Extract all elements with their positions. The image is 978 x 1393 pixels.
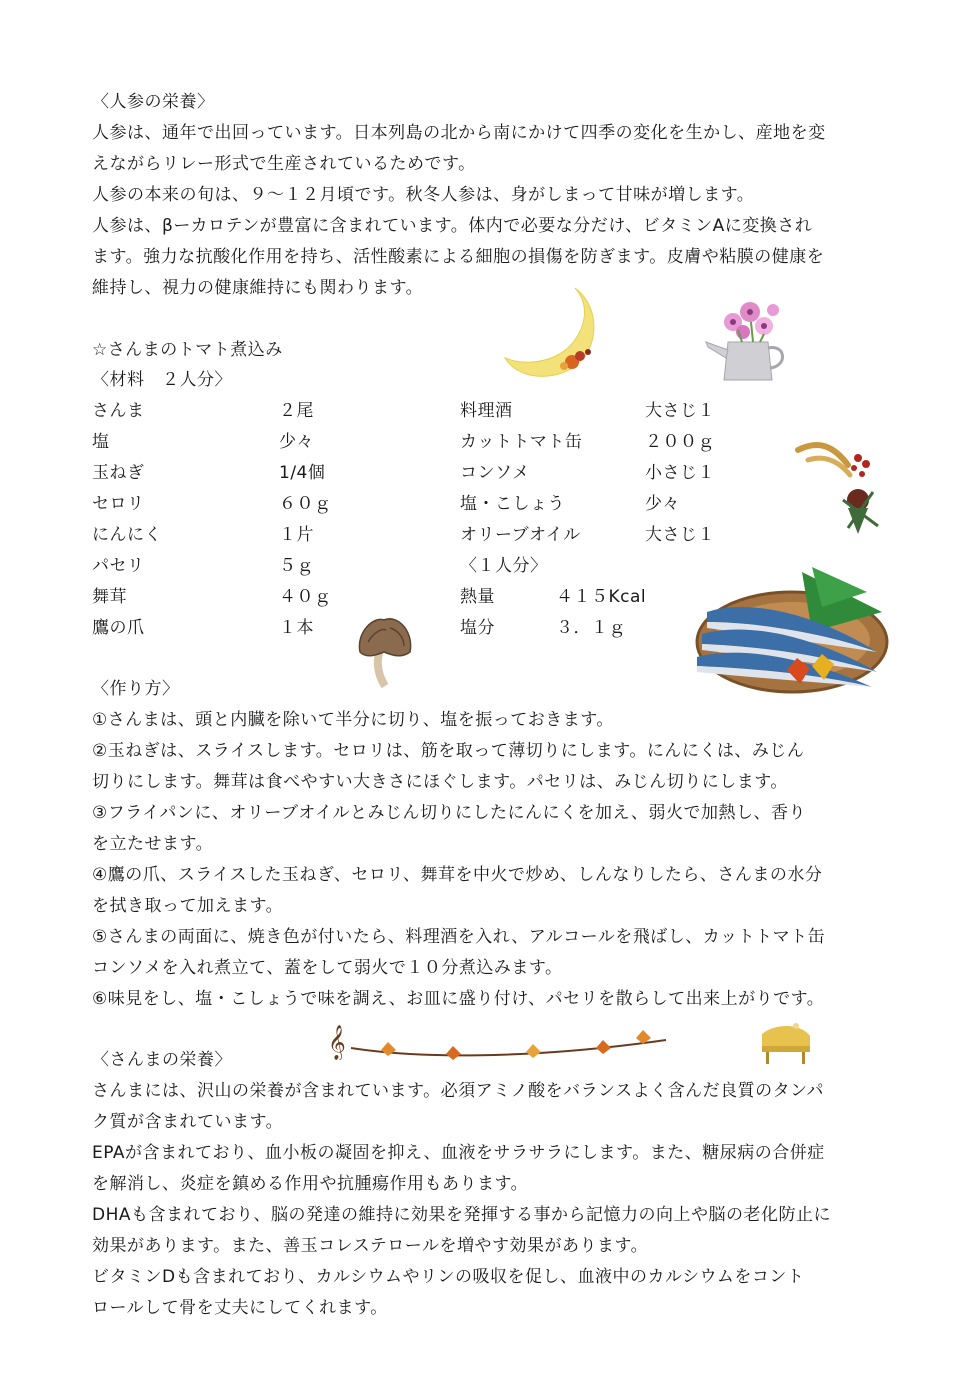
ingredient-name: さんま: [92, 401, 145, 421]
ingredient-name: 玉ねぎ: [92, 463, 145, 483]
saury-text-line: さんまには、沢山の栄養が含まれています。必須アミノ酸をバランスよく含んだ良質のタンパ: [92, 1081, 824, 1101]
carrot-text-line: 人参の本来の旬は、９～１２月頃です。秋冬人参は、身がしまって甘味が増します。: [92, 185, 755, 205]
ingredient-amount: ６０ｇ: [279, 494, 332, 514]
ingredient-name: にんにく: [92, 525, 162, 545]
method-step-line: ④鷹の爪、スライスした玉ねぎ、セロリ、舞茸を中火で炒め、しんなりしたら、さんまの水分: [92, 865, 823, 885]
saury-plate-illustration: [692, 562, 892, 697]
ingredient-amount: 1/4個: [279, 463, 326, 483]
nutrition-label: 塩分: [460, 618, 495, 638]
method-step-line: ③フライパンに、オリーブオイルとみじん切りにしたにんにくを加え、弱火で加熱し、香り: [92, 803, 807, 823]
ingredient-name: コンソメ: [460, 463, 530, 483]
crescent-moon-illustration: [500, 280, 610, 385]
saury-text-line: DHAも含まれており、脳の発達の維持に効果を発揮する事から記憶力の向上や脳の老化防止に: [92, 1205, 832, 1225]
saury-text-line: ロールして骨を丈夫にしてくれます。: [92, 1298, 388, 1318]
method-step-line: 切りにします。舞茸は食べやすい大きさにほぐします。パセリは、みじん切りにします。: [92, 772, 788, 792]
ingredient-amount: 小さじ１: [645, 463, 715, 483]
ingredient-name: 塩: [92, 432, 110, 452]
ingredient-amount: ５ｇ: [279, 556, 314, 576]
ingredient-name: パセリ: [92, 556, 145, 576]
ingredient-amount: ２００ｇ: [645, 432, 715, 452]
ingredient-amount: 少々: [279, 432, 314, 452]
maitake-illustration: [354, 612, 416, 688]
recipe-title: ☆さんまのトマト煮込み: [92, 340, 283, 360]
nutrition-value: ３．１ｇ: [556, 618, 626, 638]
saury-text-line: ビタミンDも含まれており、カルシウムやリンの吸収を促し、血液中のカルシウムをコント: [92, 1267, 805, 1287]
ingredient-amount: １片: [279, 525, 314, 545]
carrot-text-line: 人参は、βーカロテンが豊富に含まれています。体内で必要な分だけ、ビタミンAに変換され: [92, 216, 813, 236]
piano-illustration: [756, 1018, 816, 1066]
ingredient-name: 塩・こしょう: [460, 494, 565, 514]
ingredient-name: オリーブオイル: [460, 525, 581, 545]
carrot-text-line: えながらリレー形式で生産されているためです。: [92, 154, 476, 174]
ingredients-heading: 〈材料 ２人分〉: [92, 370, 232, 390]
carrot-heading: 〈人参の栄養〉: [92, 92, 215, 112]
nutrition-value: ４１５Kcal: [556, 587, 647, 607]
carrot-text-line: 維持し、視力の健康維持にも関わります。: [92, 278, 424, 298]
ingredient-name: セロリ: [92, 494, 145, 514]
ingredient-amount: ２尾: [279, 401, 314, 421]
ingredient-name: カットトマト缶: [460, 432, 583, 452]
ingredient-amount: １本: [279, 618, 314, 638]
method-heading: 〈作り方〉: [92, 679, 180, 699]
carrot-text-line: ます。強力な抗酸化作用を持ち、活性酸素による細胞の損傷を防ぎます。皮膚や粘膜の健康を: [92, 247, 825, 267]
per-person-heading: 〈１人分〉: [460, 556, 548, 576]
ingredient-amount: ４０ｇ: [279, 587, 332, 607]
method-step-line: ②玉ねぎは、スライスします。セロリは、筋を取って薄切りにします。にんにくは、みじん: [92, 741, 805, 761]
method-step-line: ⑥味見をし、塩・こしょうで味を調え、お皿に盛り付け、パセリを散らして出来上がりです。: [92, 989, 825, 1009]
music-vine-illustration: [326, 1020, 671, 1060]
ingredient-name: 舞茸: [92, 587, 127, 607]
ingredient-name: 料理酒: [460, 401, 513, 421]
method-step-line: を立たせます。: [92, 834, 214, 854]
saury-text-line: を解消し、炎症を鎮める作用や抗腫瘍作用もあります。: [92, 1174, 529, 1194]
ingredient-name: 鷹の爪: [92, 618, 145, 638]
ingredient-amount: 大さじ１: [645, 525, 715, 545]
method-step-line: コンソメを入れ煮立て、蓋をして弱火で１０分煮込みます。: [92, 958, 563, 978]
saury-text-line: 効果があります。また、善玉コレステロールを増やす効果があります。: [92, 1236, 649, 1256]
method-step-line: ①さんまは、頭と内臓を除いて半分に切り、塩を振っておきます。: [92, 710, 614, 730]
ingredient-amount: 少々: [645, 494, 680, 514]
saury-text-line: ク質が含まれています。: [92, 1112, 284, 1132]
carrot-text-line: 人参は、通年で出回っています。日本列島の北から南にかけて四季の変化を生かし、産地を変: [92, 123, 826, 143]
method-step-line: ⑤さんまの両面に、焼き色が付いたら、料理酒を入れ、アルコールを飛ばし、カットトマト缶: [92, 927, 826, 947]
ingredient-amount: 大さじ１: [645, 401, 715, 421]
method-step-line: を拭き取って加えます。: [92, 896, 284, 916]
autumn-ornament-illustration: [788, 430, 898, 538]
svg-text:𝄞: 𝄞: [328, 1025, 346, 1060]
saury-text-line: EPAが含まれており、血小板の凝固を抑え、血液をサラサラにします。また、糖尿病の合併症: [92, 1143, 825, 1163]
nutrition-label: 熱量: [460, 587, 495, 607]
flower-watering-can-illustration: [698, 292, 796, 384]
saury-heading: 〈さんまの栄養〉: [92, 1050, 232, 1070]
